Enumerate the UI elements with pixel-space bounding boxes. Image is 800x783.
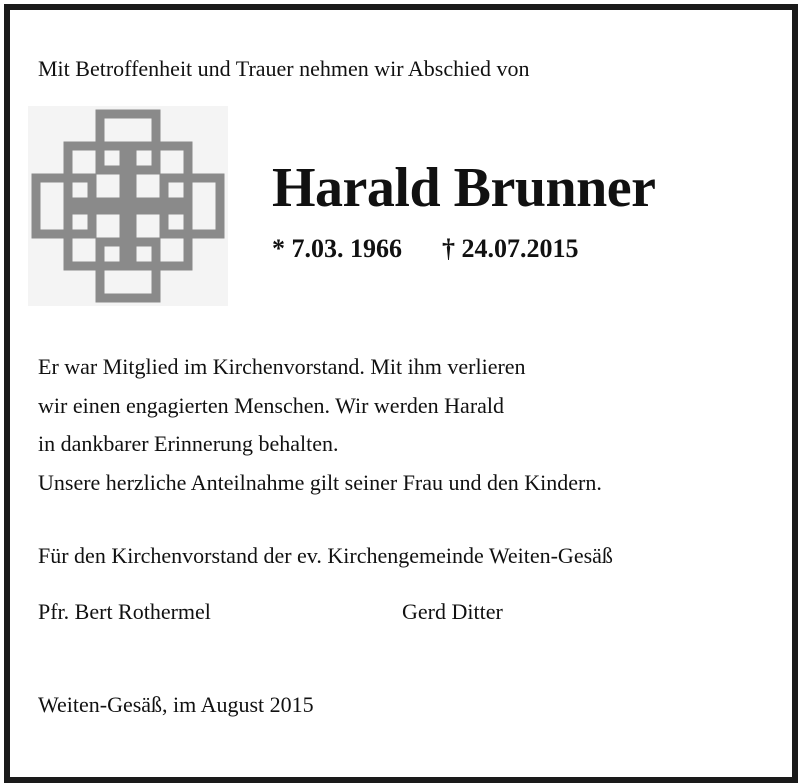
tribute-line: Unsere herzliche Anteilnahme gilt seiner Frau und den Kindern. bbox=[38, 469, 602, 495]
signatory-pastor: Pfr. Bert Rothermel bbox=[38, 599, 211, 624]
intro-text: Mit Betroffenheit und Trauer nehmen wir Abschied von bbox=[38, 56, 530, 81]
obituary-notice bbox=[4, 4, 798, 783]
tribute-text bbox=[38, 348, 602, 502]
tribute-line: wir einen engagierten Menschen. Wir werden Harald bbox=[38, 392, 505, 418]
closing-line: Für den Kirchenvorstand der ev. Kirchengemeinde Weiten-Gesäß bbox=[38, 543, 613, 568]
signatory-second: Gerd Ditter bbox=[402, 599, 503, 624]
place-date: Weiten-Gesäß, im August 2015 bbox=[38, 692, 314, 717]
tribute-line: in dankbarer Erinnerung behalten. bbox=[38, 431, 339, 456]
interlaced-cross-icon bbox=[28, 106, 228, 306]
deceased-name: Harald Brunner bbox=[272, 157, 656, 219]
death-date: † 24.07.2015 bbox=[442, 234, 579, 263]
birth-date: * 7.03. 1966 bbox=[272, 234, 402, 263]
tribute-line: Er war Mitglied im Kirchenvorstand. Mit ihm verlieren bbox=[38, 354, 526, 379]
life-dates bbox=[272, 234, 579, 264]
